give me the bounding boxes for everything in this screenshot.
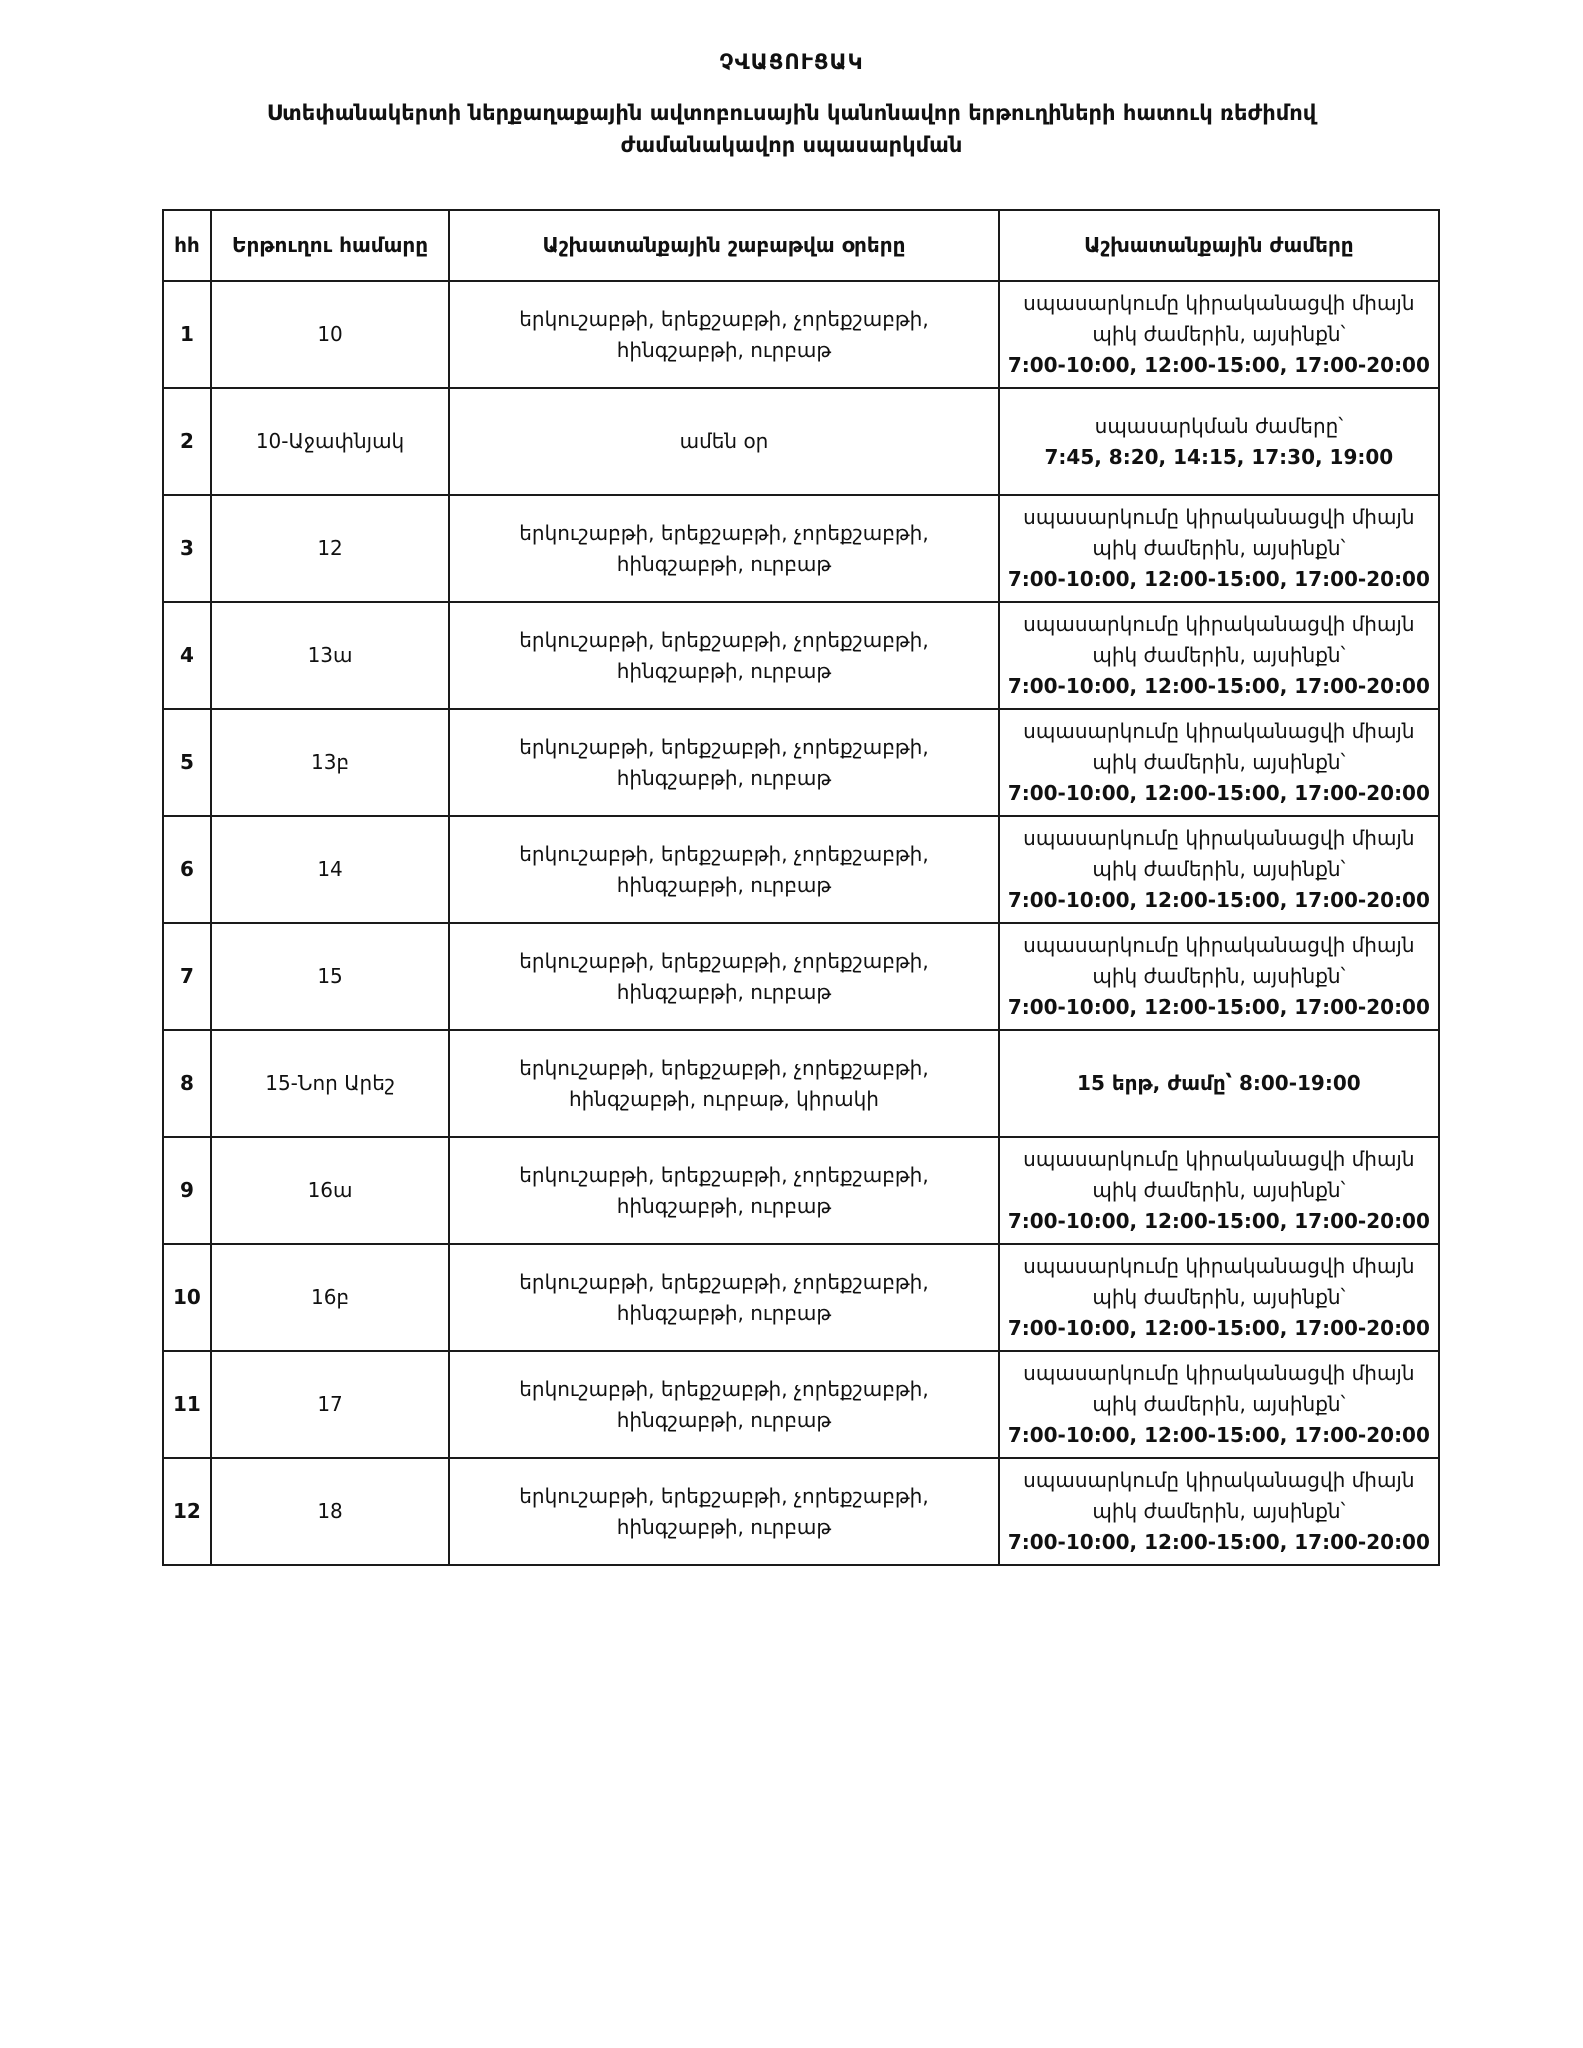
- working-hours-times: 7:00-10:00, 12:00-15:00, 17:00-20:00: [1007, 1530, 1430, 1554]
- working-hours-times: 7:00-10:00, 12:00-15:00, 17:00-20:00: [1007, 1209, 1430, 1233]
- working-hours: [999, 1244, 1439, 1351]
- working-hours-note: սպասարկումը կիրականացվի միայն: [1023, 1147, 1415, 1171]
- working-hours-times: 7:45, 8:20, 14:15, 17:30, 19:00: [1044, 444, 1394, 469]
- working-days: [449, 1137, 999, 1244]
- working-hours-note: սպասարկումը կիրականացվի միայն: [1023, 826, 1415, 850]
- table-row: [163, 1137, 1439, 1244]
- row-number: 2: [163, 388, 211, 495]
- working-hours-note: սպասարկումը կիրականացվի միայն: [1023, 612, 1415, 636]
- working-days: [449, 1351, 999, 1458]
- row-number: 9: [163, 1137, 211, 1244]
- working-days: [449, 923, 999, 1030]
- working-hours: [999, 709, 1439, 816]
- working-days-line: երկուշաբթի, երեքշաբթի, չորեքշաբթի,: [519, 1376, 929, 1401]
- row-number: 5: [163, 709, 211, 816]
- working-days: [449, 1030, 999, 1137]
- route-number: 15: [211, 923, 449, 1030]
- route-number: 13ա: [211, 602, 449, 709]
- working-hours: [999, 816, 1439, 923]
- working-days-line: հինգշաբթի, ուրբաթ: [616, 765, 832, 790]
- route-number: 15-Նոր Արեշ: [211, 1030, 449, 1137]
- working-hours-times: 7:00-10:00, 12:00-15:00, 17:00-20:00: [1007, 888, 1430, 912]
- working-days: [449, 388, 999, 495]
- working-hours-note: սպասարկումը կիրականացվի միայն: [1023, 933, 1415, 957]
- working-days-line: երկուշաբթի, երեքշաբթի, չորեքշաբթի,: [519, 1055, 929, 1080]
- route-number: 10: [211, 281, 449, 388]
- working-hours-times: 15 երթ, ժամը՝ 8:00-19:00: [1077, 1071, 1361, 1095]
- document-subtitle-line1: Ստեփանակերտի ներքաղաքային ավտոբուսային կանոնավոր երթուղիների հատուկ ռեժիմով: [266, 101, 1317, 125]
- working-days-line: հինգշաբթի, ուրբաթ: [616, 1300, 832, 1325]
- table-row: [163, 709, 1439, 816]
- row-number: 10: [163, 1244, 211, 1351]
- working-days-line: ամեն օր: [679, 429, 769, 453]
- route-number: 10-Աջափնյակ: [211, 388, 449, 495]
- row-number: 6: [163, 816, 211, 923]
- table-row: [163, 1351, 1439, 1458]
- working-hours-times: 7:00-10:00, 12:00-15:00, 17:00-20:00: [1007, 995, 1430, 1019]
- working-hours-times: 7:00-10:00, 12:00-15:00, 17:00-20:00: [1007, 781, 1430, 805]
- working-days-line: հինգշաբթի, ուրբաթ: [616, 872, 832, 897]
- working-hours: [999, 1030, 1439, 1137]
- route-number: 14: [211, 816, 449, 923]
- working-days: [449, 1244, 999, 1351]
- working-hours-note: պիկ ժամերին, այսինքն՝: [1092, 857, 1346, 881]
- working-hours: [999, 495, 1439, 602]
- working-days-line: երկուշաբթի, երեքշաբթի, չորեքշաբթի,: [519, 1162, 929, 1187]
- working-days: [449, 1458, 999, 1565]
- working-hours-note: պիկ ժամերին, այսինքն՝: [1092, 1285, 1346, 1309]
- header-hours: Աշխատանքային ժամերը: [999, 210, 1439, 281]
- working-hours-note: պիկ ժամերին, այսինքն՝: [1092, 964, 1346, 988]
- working-hours: [999, 602, 1439, 709]
- working-hours-note: սպասարկումը կիրականացվի միայն: [1023, 1254, 1415, 1278]
- working-days: [449, 281, 999, 388]
- working-hours-note: պիկ ժամերին, այսինքն՝: [1092, 1392, 1346, 1416]
- working-days-line: երկուշաբթի, երեքշաբթի, չորեքշաբթի,: [519, 948, 929, 973]
- working-hours-times: 7:00-10:00, 12:00-15:00, 17:00-20:00: [1007, 567, 1430, 591]
- working-days-line: երկուշաբթի, երեքշաբթի, չորեքշաբթի,: [519, 841, 929, 866]
- working-hours-times: 7:00-10:00, 12:00-15:00, 17:00-20:00: [1007, 353, 1430, 377]
- working-days-line: հինգշաբթի, ուրբաթ: [616, 1407, 832, 1432]
- working-hours-note: սպասարկումը կիրականացվի միայն: [1023, 719, 1415, 743]
- working-days: [449, 495, 999, 602]
- table-row: [163, 1030, 1439, 1137]
- working-hours: [999, 923, 1439, 1030]
- working-hours-note: պիկ ժամերին, այսինքն՝: [1092, 536, 1346, 560]
- row-number: 12: [163, 1458, 211, 1565]
- route-number: 12: [211, 495, 449, 602]
- working-hours-note: սպասարկման ժամերը՝: [1094, 413, 1344, 438]
- working-days: [449, 816, 999, 923]
- working-days-line: հինգշաբթի, ուրբաթ: [616, 1514, 832, 1539]
- table-row: [163, 602, 1439, 709]
- table-row: [163, 1244, 1439, 1351]
- working-days-line: երկուշաբթի, երեքշաբթի, չորեքշաբթի,: [519, 627, 929, 652]
- working-hours-note: պիկ ժամերին, այսինքն՝: [1092, 1499, 1346, 1523]
- working-days-line: երկուշաբթի, երեքշաբթի, չորեքշաբթի,: [519, 520, 929, 545]
- working-days: [449, 602, 999, 709]
- header-number: հհ: [163, 210, 211, 281]
- row-number: 7: [163, 923, 211, 1030]
- working-days-line: հինգշաբթի, ուրբաթ: [616, 551, 832, 576]
- working-days-line: երկուշաբթի, երեքշաբթի, չորեքշաբթի,: [519, 306, 929, 331]
- row-number: 8: [163, 1030, 211, 1137]
- table-row: [163, 388, 1439, 495]
- working-hours-note: սպասարկումը կիրականացվի միայն: [1023, 291, 1415, 315]
- header-route: Երթուղու համարը: [211, 210, 449, 281]
- working-hours-times: 7:00-10:00, 12:00-15:00, 17:00-20:00: [1007, 674, 1430, 698]
- table-row: [163, 281, 1439, 388]
- table-body: [163, 281, 1439, 1565]
- working-hours-note: սպասարկումը կիրականացվի միայն: [1023, 505, 1415, 529]
- working-hours-note: պիկ ժամերին, այսինքն՝: [1092, 1178, 1346, 1202]
- table-header-row: [163, 210, 1439, 281]
- working-hours-times: 7:00-10:00, 12:00-15:00, 17:00-20:00: [1007, 1316, 1430, 1340]
- document-title: ՉՎԱՑՈՒՑԱԿ: [719, 50, 864, 74]
- working-hours: [999, 281, 1439, 388]
- working-hours-note: սպասարկումը կիրականացվի միայն: [1023, 1468, 1415, 1492]
- row-number: 3: [163, 495, 211, 602]
- working-days: [449, 709, 999, 816]
- route-number: 16ա: [211, 1137, 449, 1244]
- table-row: [163, 816, 1439, 923]
- working-days-line: հինգշաբթի, ուրբաթ: [616, 337, 832, 362]
- route-number: 17: [211, 1351, 449, 1458]
- working-hours-note: պիկ ժամերին, այսինքն՝: [1092, 750, 1346, 774]
- row-number: 1: [163, 281, 211, 388]
- working-days-line: երկուշաբթի, երեքշաբթի, չորեքշաբթի,: [519, 734, 929, 759]
- working-hours-times: 7:00-10:00, 12:00-15:00, 17:00-20:00: [1007, 1423, 1430, 1447]
- working-hours: [999, 388, 1439, 495]
- working-hours: [999, 1458, 1439, 1565]
- working-days-line: հինգշաբթի, ուրբաթ: [616, 658, 832, 683]
- route-number: 16բ: [211, 1244, 449, 1351]
- route-number: 13բ: [211, 709, 449, 816]
- working-days-line: հինգշաբթի, ուրբաթ, կիրակի: [568, 1086, 879, 1111]
- schedule-table: [162, 209, 1440, 1566]
- working-hours: [999, 1137, 1439, 1244]
- working-days-line: հինգշաբթի, ուրբաթ: [616, 979, 832, 1004]
- route-number: 18: [211, 1458, 449, 1565]
- working-days-line: հինգշաբթի, ուրբաթ: [616, 1193, 832, 1218]
- working-days-line: երկուշաբթի, երեքշաբթի, չորեքշաբթի,: [519, 1269, 929, 1294]
- table-row: [163, 1458, 1439, 1565]
- table-row: [163, 495, 1439, 602]
- working-hours-note: պիկ ժամերին, այսինքն՝: [1092, 322, 1346, 346]
- table-row: [163, 923, 1439, 1030]
- header-days: Աշխատանքային շաբաթվա օրերը: [449, 210, 999, 281]
- working-hours-note: պիկ ժամերին, այսինքն՝: [1092, 643, 1346, 667]
- working-days-line: երկուշաբթի, երեքշաբթի, չորեքշաբթի,: [519, 1483, 929, 1508]
- document-subtitle-line2: ժամանակավոր սպասարկման: [620, 133, 963, 157]
- row-number: 11: [163, 1351, 211, 1458]
- working-hours-note: սպասարկումը կիրականացվի միայն: [1023, 1361, 1415, 1385]
- row-number: 4: [163, 602, 211, 709]
- working-hours: [999, 1351, 1439, 1458]
